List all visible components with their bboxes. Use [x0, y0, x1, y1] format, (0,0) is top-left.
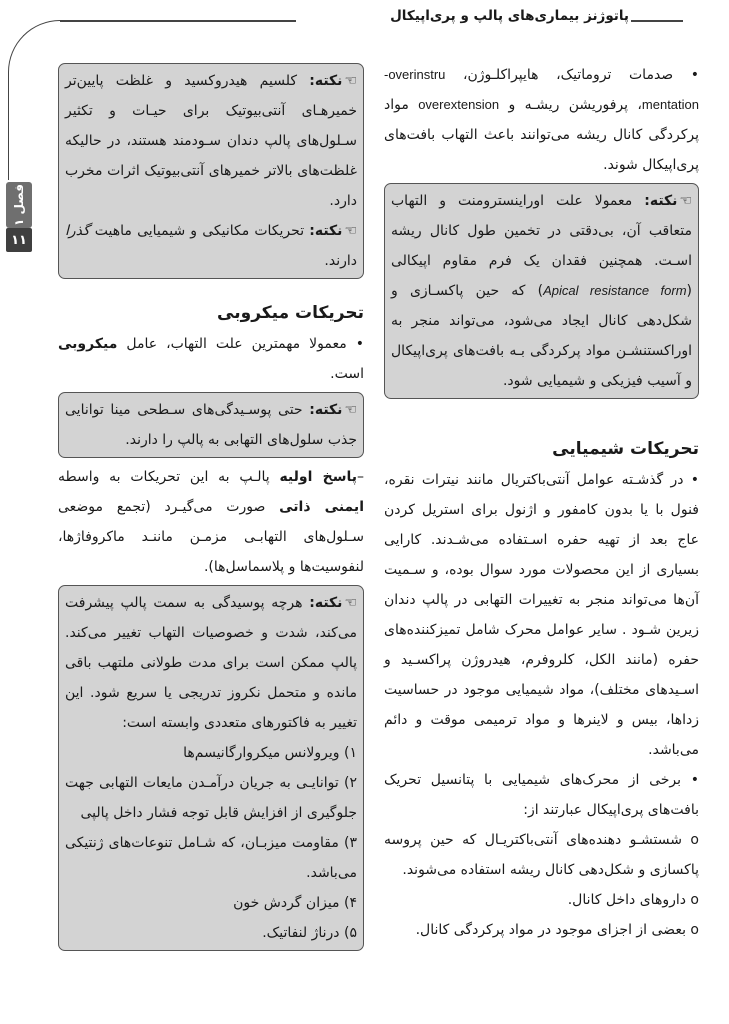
note-label: نکته:: [309, 595, 343, 611]
header-decorative-curve: [8, 20, 64, 180]
header-rule-left: [60, 20, 296, 22]
paragraph-chemical: • در گذشـته عوامل آنتی‌باکتریال مانند نیترات نقره، فنول با یا بدون کامفور و اژنول برای استریل کردن عاج بعد از تهیه حفره اسـتفاده می‌شـدند. کارایی بسیاری از این محصولات مورد سوال بوده، و سـمیت آن‌ها می‌تواند منجر به تغییرات التهابی در پالپ دندان زیرین شـود . سایر عوامل محرک شامل تمیزکننده‌های حفره (مانند الکل، کلروفرم، هیدروژن پراکسـید و اسـیدهای مختلف)، مواد شیمیایی موجود در حساسیت زداها، بیس و لاینرها و مواد ترمیمی موقت و دائم می‌باشد.: [384, 472, 699, 758]
paragraph-irritants: • برخی از محرک‌های شیمیایی با پتانسیل تحریک بافت‌های پری‌اپیکال عبارتند از:: [384, 772, 699, 818]
left-column: [58, 60, 364, 955]
paragraph-microbial: • معمولا مهمترین علت التهاب، عامل میکروبی است.: [58, 336, 364, 382]
pointing-hand-icon: ☜: [344, 402, 357, 418]
list-item: ۲) توانایـی به جریان درآمـدن مایعات التهابی جهت جلوگیری از افزایش قابل توجه فشار داخل پالپی: [65, 775, 357, 821]
pointing-hand-icon: ☜: [679, 193, 692, 209]
note-label: نکته:: [644, 193, 678, 209]
latin-term: overextension: [418, 97, 500, 112]
list-item: ο بعضی از اجزای موجود در مواد پرکردگی کانال.: [415, 922, 699, 938]
latin-term: -overinstru: [384, 67, 446, 82]
list-item: ۱) ویرولانس میکروارگانیسم‌ها: [183, 745, 357, 761]
note-box-superficial-caries: ☜نکته: حتی پوسـیدگی‌های سـطحی مینا توانایی جذب سلول‌های التهابی به پالپ را دارند.: [58, 392, 364, 458]
list-item: ۴) میزان گردش خون: [233, 895, 357, 911]
list-item: ۵) درناژ لنفاتیک.: [262, 925, 357, 941]
latin-term: mentation: [641, 97, 699, 112]
page-number: ۱۱: [6, 228, 32, 252]
pointing-hand-icon: ☜: [344, 595, 357, 611]
note-box-caries-progression: ☜نکته: هرچه پوسیدگی به سمت پالپ پیشرفت می‌کند، شدت و خصوصیات التهاب تغییر می‌کند. پالپ ممکن است برای مدت طولانی ملتهب باقی مانده و متحمل نکروز تدریجی یا سریع شود. این تغییر به فاکتورهای متعددی وابسته است: ۱) ویرولانس میکروارگانیسم‌ها ۲) توانایـی به جریان درآمـدن مایعات التهابی جهت جلوگیری از افزایش قابل توجه فشار داخل پالپی ۳) مقاومت میزبـان، که شـامل تنوعات‌های ژنتیکی می‌باشد. ۴) میزان گردش خون ۵) درناژ لنفاتیک.: [58, 585, 364, 951]
right-column: [384, 60, 699, 945]
section-heading-chemical: تحریکات شیمیایی: [552, 439, 699, 459]
header-rule-right: [631, 20, 683, 22]
chapter-tab: [6, 182, 32, 228]
list-item: ۳) مقاومت میزبـان، که شـامل تنوعات‌های ژنتیکی می‌باشد.: [65, 835, 357, 881]
paragraph-primary-response: –پاسخ اولیه پالـپ به این تحریکات به واسطه ایمنی ذاتی صورت می‌گیـرد (تجمع موضعی سـلول‌های التهابـی مزمـن ماننـد ماکروفاژها، لنفوسیت‌ها و پلاسماسل‌ها).: [58, 469, 364, 575]
note-label: نکته:: [309, 402, 343, 418]
note-label: نکته:: [309, 223, 343, 239]
section-heading-microbial: تحریکات میکروبی: [217, 303, 364, 323]
pointing-hand-icon: ☜: [344, 223, 357, 239]
list-item: ο شستشـو دهنده‌های آنتی‌باکتریـال که حین پروسه پاکسازی و شکل‌دهی کانال ریشه استفاده می‌شوند.: [384, 832, 699, 878]
note-label: نکته:: [309, 73, 343, 89]
note-box-calcium: ☜نکته: کلسیم هیدروکسید و غلظت پایین‌تر خمیرهـای آنتی‌بیوتیک برای حیـات و تکثیر سـلول‌های پالپ دندان سـودمند هستند، در حالیکه غلظت‌های بالاتر خمیرهای آنتی‌بیوتیک اثرات مخرب دارد. ☜نکته: تحریکات مکانیکی و شیمیایی ماهیت گذرا دارند.: [58, 63, 364, 279]
pointing-hand-icon: ☜: [344, 73, 357, 89]
list-item: ο داروهای داخل کانال.: [567, 892, 699, 908]
bullet-trauma: • صدمات تروماتیک، هایپراکلـوژن، -overinstru mentation، پرفوریشن ریشـه و overextension مواد پرکردگی کانال ریشه می‌توانند باعث التهاب بافت‌های پری‌اپیکال شوند.: [384, 67, 699, 173]
latin-term: Apical resistance form: [543, 283, 687, 298]
chapter-label: فصل ۱: [12, 184, 26, 226]
note-box-instrumentation: ☜نکته: معمولا علت اوراینسترومنت و التهاب متعاقب آن، بی‌دقتی در تخمین طول کانال ریشه اسـت. همچنین فقدان یک فرم مقاوم اپیکالی (Apical resistance form) که حین پاکسـازی و شکل‌دهی کانال ایجاد می‌شود، می‌تواند منجر به اوراکستنشـن مواد پرکردگی بـه بافت‌های پری‌اپیکال و آسیب فیزیکی و شیمیایی شود.: [384, 183, 699, 399]
running-header: پاتوژنز بیماری‌های پالپ و پری‌اپیکال: [390, 8, 629, 24]
